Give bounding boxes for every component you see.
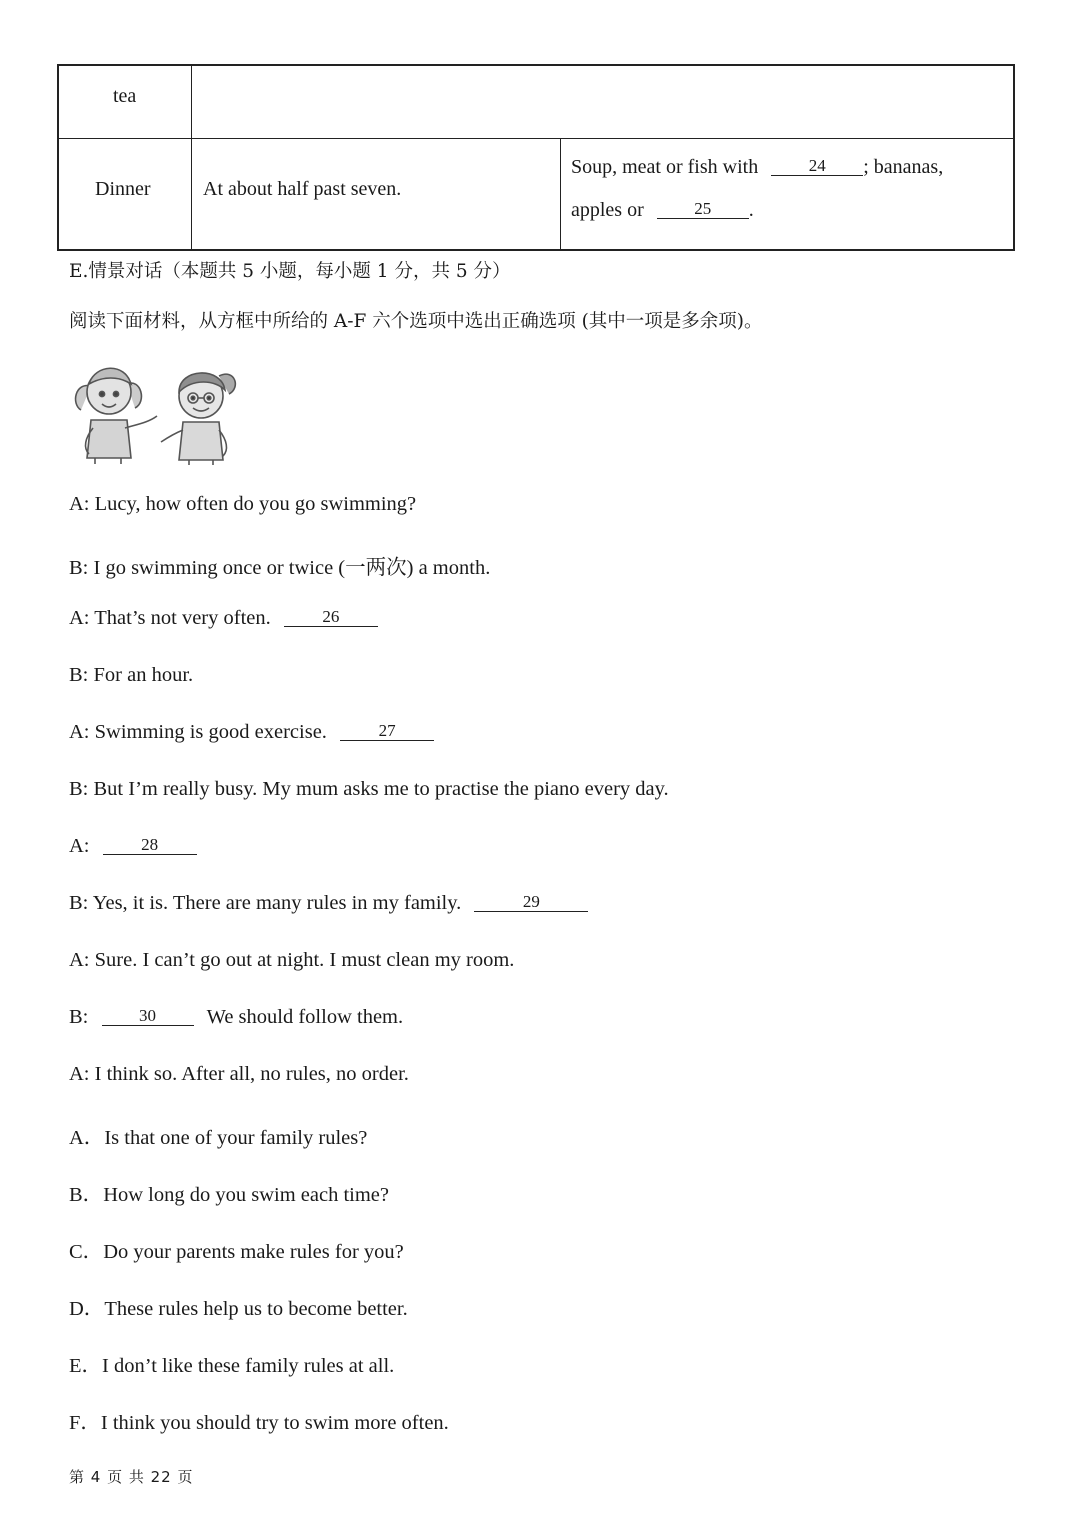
dialogue-text: We should follow them.: [206, 1006, 404, 1028]
dinner-food-line1: [571, 156, 943, 179]
option-text: I think you should try to swim more often.: [100, 1412, 449, 1434]
answer-blank-25[interactable]: 25: [657, 200, 749, 219]
food-text: .: [748, 199, 754, 221]
food-text: Soup, meat or fish with: [571, 156, 759, 178]
answer-blank-26[interactable]: 26: [284, 608, 378, 627]
option-a: [69, 1120, 367, 1150]
dialogue-text: A: Swimming is good exercise.: [69, 721, 327, 743]
food-text: apples or: [571, 199, 644, 221]
answer-blank-30[interactable]: 30: [102, 1007, 194, 1026]
option-text: Is that one of your family rules?: [104, 1127, 368, 1149]
option-letter: D．: [69, 1298, 105, 1320]
dialogue-line-11: A: I think so. After all, no rules, no order.: [69, 1063, 409, 1085]
option-text: Do your parents make rules for you?: [103, 1241, 404, 1263]
option-text: I don’t like these family rules at all.: [102, 1355, 395, 1377]
option-e: [69, 1348, 394, 1378]
option-letter: F．: [69, 1412, 101, 1434]
dialogue-line-2: B: I go swimming once or twice (一两次) a month.: [69, 557, 491, 579]
option-text: These rules help us to become better.: [104, 1298, 408, 1320]
dinner-time: At about half past seven.: [203, 178, 402, 200]
dialogue-text: A: That’s not very often.: [69, 607, 271, 629]
section-instruction: 阅读下面材料，从方框中所给的 A-F 六个选项中选出正确选项 (其中一项是多余项)。: [69, 311, 763, 332]
option-letter: B．: [69, 1184, 104, 1206]
dialogue-line-1: A: Lucy, how often do you go swimming?: [69, 493, 417, 515]
option-d: [69, 1291, 408, 1321]
dialogue-line-4: B: For an hour.: [69, 664, 194, 686]
dialogue-line-3: [69, 607, 378, 630]
dialogue-line-7: [69, 835, 197, 858]
section-title: E.情景对话（本题共 5 小题，每小题 1 分，共 5 分）: [69, 261, 511, 282]
row-label-dinner: Dinner: [95, 178, 151, 200]
option-letter: C．: [69, 1241, 104, 1263]
answer-blank-29[interactable]: 29: [474, 893, 588, 912]
dialogue-text: B:: [69, 1006, 89, 1028]
dialogue-line-9: A: Sure. I can’t go out at night. I must clean my room.: [69, 949, 515, 971]
table-row-divider: [59, 138, 1013, 139]
dialogue-text: B: Yes, it is. There are many rules in my family.: [69, 892, 462, 914]
table-column-divider: [560, 138, 561, 249]
dinner-food-line2: [571, 199, 754, 222]
option-letter: E．: [69, 1355, 103, 1377]
dialogue-line-8: [69, 892, 588, 915]
two-girls-talking-illustration: [69, 358, 241, 466]
dialogue-line-5: [69, 721, 434, 744]
meal-table: [57, 64, 1015, 251]
dialogue-line-10: [69, 1006, 403, 1029]
page-number: 第 4 页 共 22 页: [69, 1468, 194, 1486]
dialogue-text: A:: [69, 835, 90, 857]
option-letter: A．: [69, 1127, 105, 1149]
table-column-divider: [191, 66, 192, 249]
option-text: How long do you swim each time?: [103, 1184, 389, 1206]
row-label-tea: tea: [113, 85, 137, 107]
dialogue-line-6: B: But I’m really busy. My mum asks me to practise the piano every day.: [69, 778, 669, 800]
answer-blank-28[interactable]: 28: [103, 836, 197, 855]
option-f: [69, 1405, 449, 1435]
food-text: ; bananas,: [863, 156, 944, 178]
option-c: [69, 1234, 404, 1264]
option-b: [69, 1177, 389, 1207]
answer-blank-27[interactable]: 27: [340, 722, 434, 741]
answer-blank-24[interactable]: 24: [771, 157, 863, 176]
